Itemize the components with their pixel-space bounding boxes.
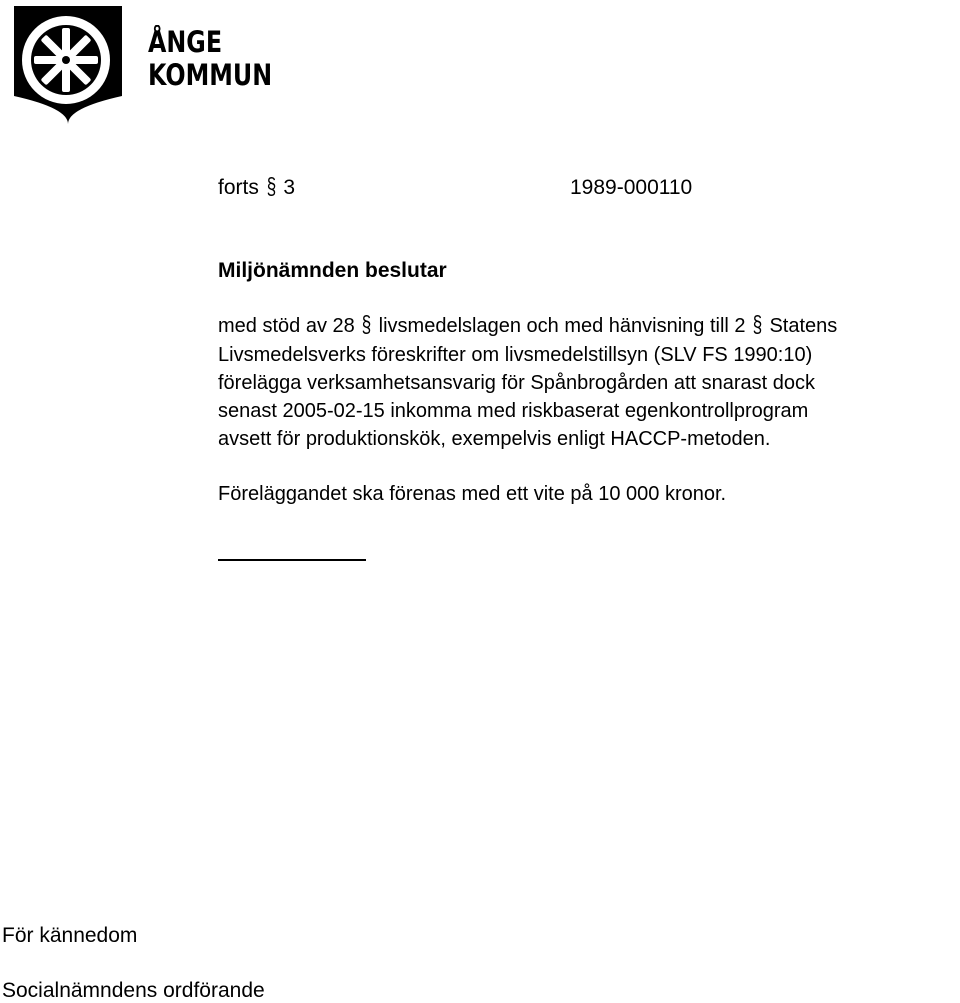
decision-line-5: avsett för produktionskök, exempelvis enligt HACCP-metoden.	[218, 428, 771, 450]
decision-line-3: förelägga verksamhetsansvarig för Spånbrogården att snarast dock	[218, 372, 816, 394]
decision-line-1	[218, 312, 960, 340]
section-sign: §	[752, 311, 763, 337]
logo-line-1: ÅNGE	[148, 25, 223, 59]
section-sign: §	[266, 173, 276, 199]
section-number: 3	[283, 176, 296, 199]
decision-line-1b: livsmedelslagen och med hänvisning till 2	[378, 315, 746, 337]
municipality-name	[148, 26, 272, 92]
section-reference	[218, 173, 296, 200]
logo-line-2: KOMMUN	[148, 58, 273, 92]
decision-line-1a: med stöd av 28	[218, 315, 355, 337]
decision-line-2: Livsmedelsverks föreskrifter om livsmedelstillsyn (SLV FS 1990:10)	[218, 344, 813, 366]
decision-title: Miljönämnden beslutar	[218, 259, 447, 282]
notice-label: För kännedom	[2, 924, 138, 947]
separator-line	[218, 559, 366, 561]
section-sign: §	[361, 311, 372, 337]
decision-line-1c: Statens	[769, 315, 838, 337]
penalty-statement: Föreläggandet ska förenas med ett vite på 10 000 kronor.	[218, 483, 727, 505]
case-number: 1989-000110	[570, 176, 693, 199]
ange-kommun-logo-icon	[12, 4, 124, 126]
forts-label: forts	[218, 176, 259, 199]
recipient: Socialnämndens ordförande	[2, 979, 265, 1002]
decision-line-4: senast 2005-02-15 inkomma med riskbaserat egenkontrollprogram	[218, 400, 809, 422]
